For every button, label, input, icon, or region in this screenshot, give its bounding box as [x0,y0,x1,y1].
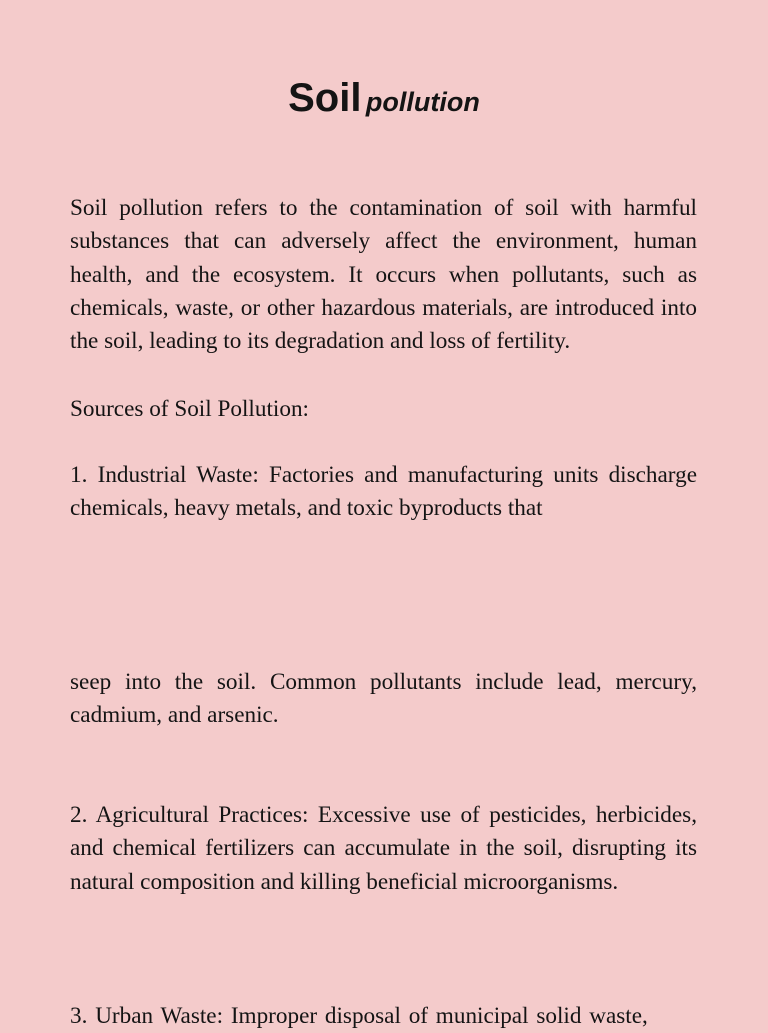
item-urban-waste: 3. Urban Waste: Improper disposal of municipal solid waste, [70,1003,648,1029]
sources-heading: Sources of Soil Pollution: [70,396,309,422]
page-title [0,74,768,131]
item-industrial-waste-part1: 1. Industrial Waste: Factories and manufacturing units discharge chemicals, heavy metals, and toxic byproducts that [70,462,697,522]
title-main: Soil [288,76,362,120]
item-industrial-waste-part2: seep into the soil. Common pollutants include lead, mercury, cadmium, and arsenic. [70,669,697,729]
title-subtitle: pollution [365,87,480,117]
intro-paragraph: Soil pollution refers to the contamination of soil with harmful substances that can adversely affect the environment, human health, and the ecosystem. It occurs when pollutants, such as chemicals, waste, or other hazardous materials, are introduced into the soil, leading to its degradation and loss of fertility. [70,195,697,355]
item-agricultural-practices: 2. Agricultural Practices: Excessive use of pesticides, herbicides, and chemical fertilizers can accumulate in the soil, disrupting its natural composition and killing beneficial microorganisms. [70,802,697,895]
